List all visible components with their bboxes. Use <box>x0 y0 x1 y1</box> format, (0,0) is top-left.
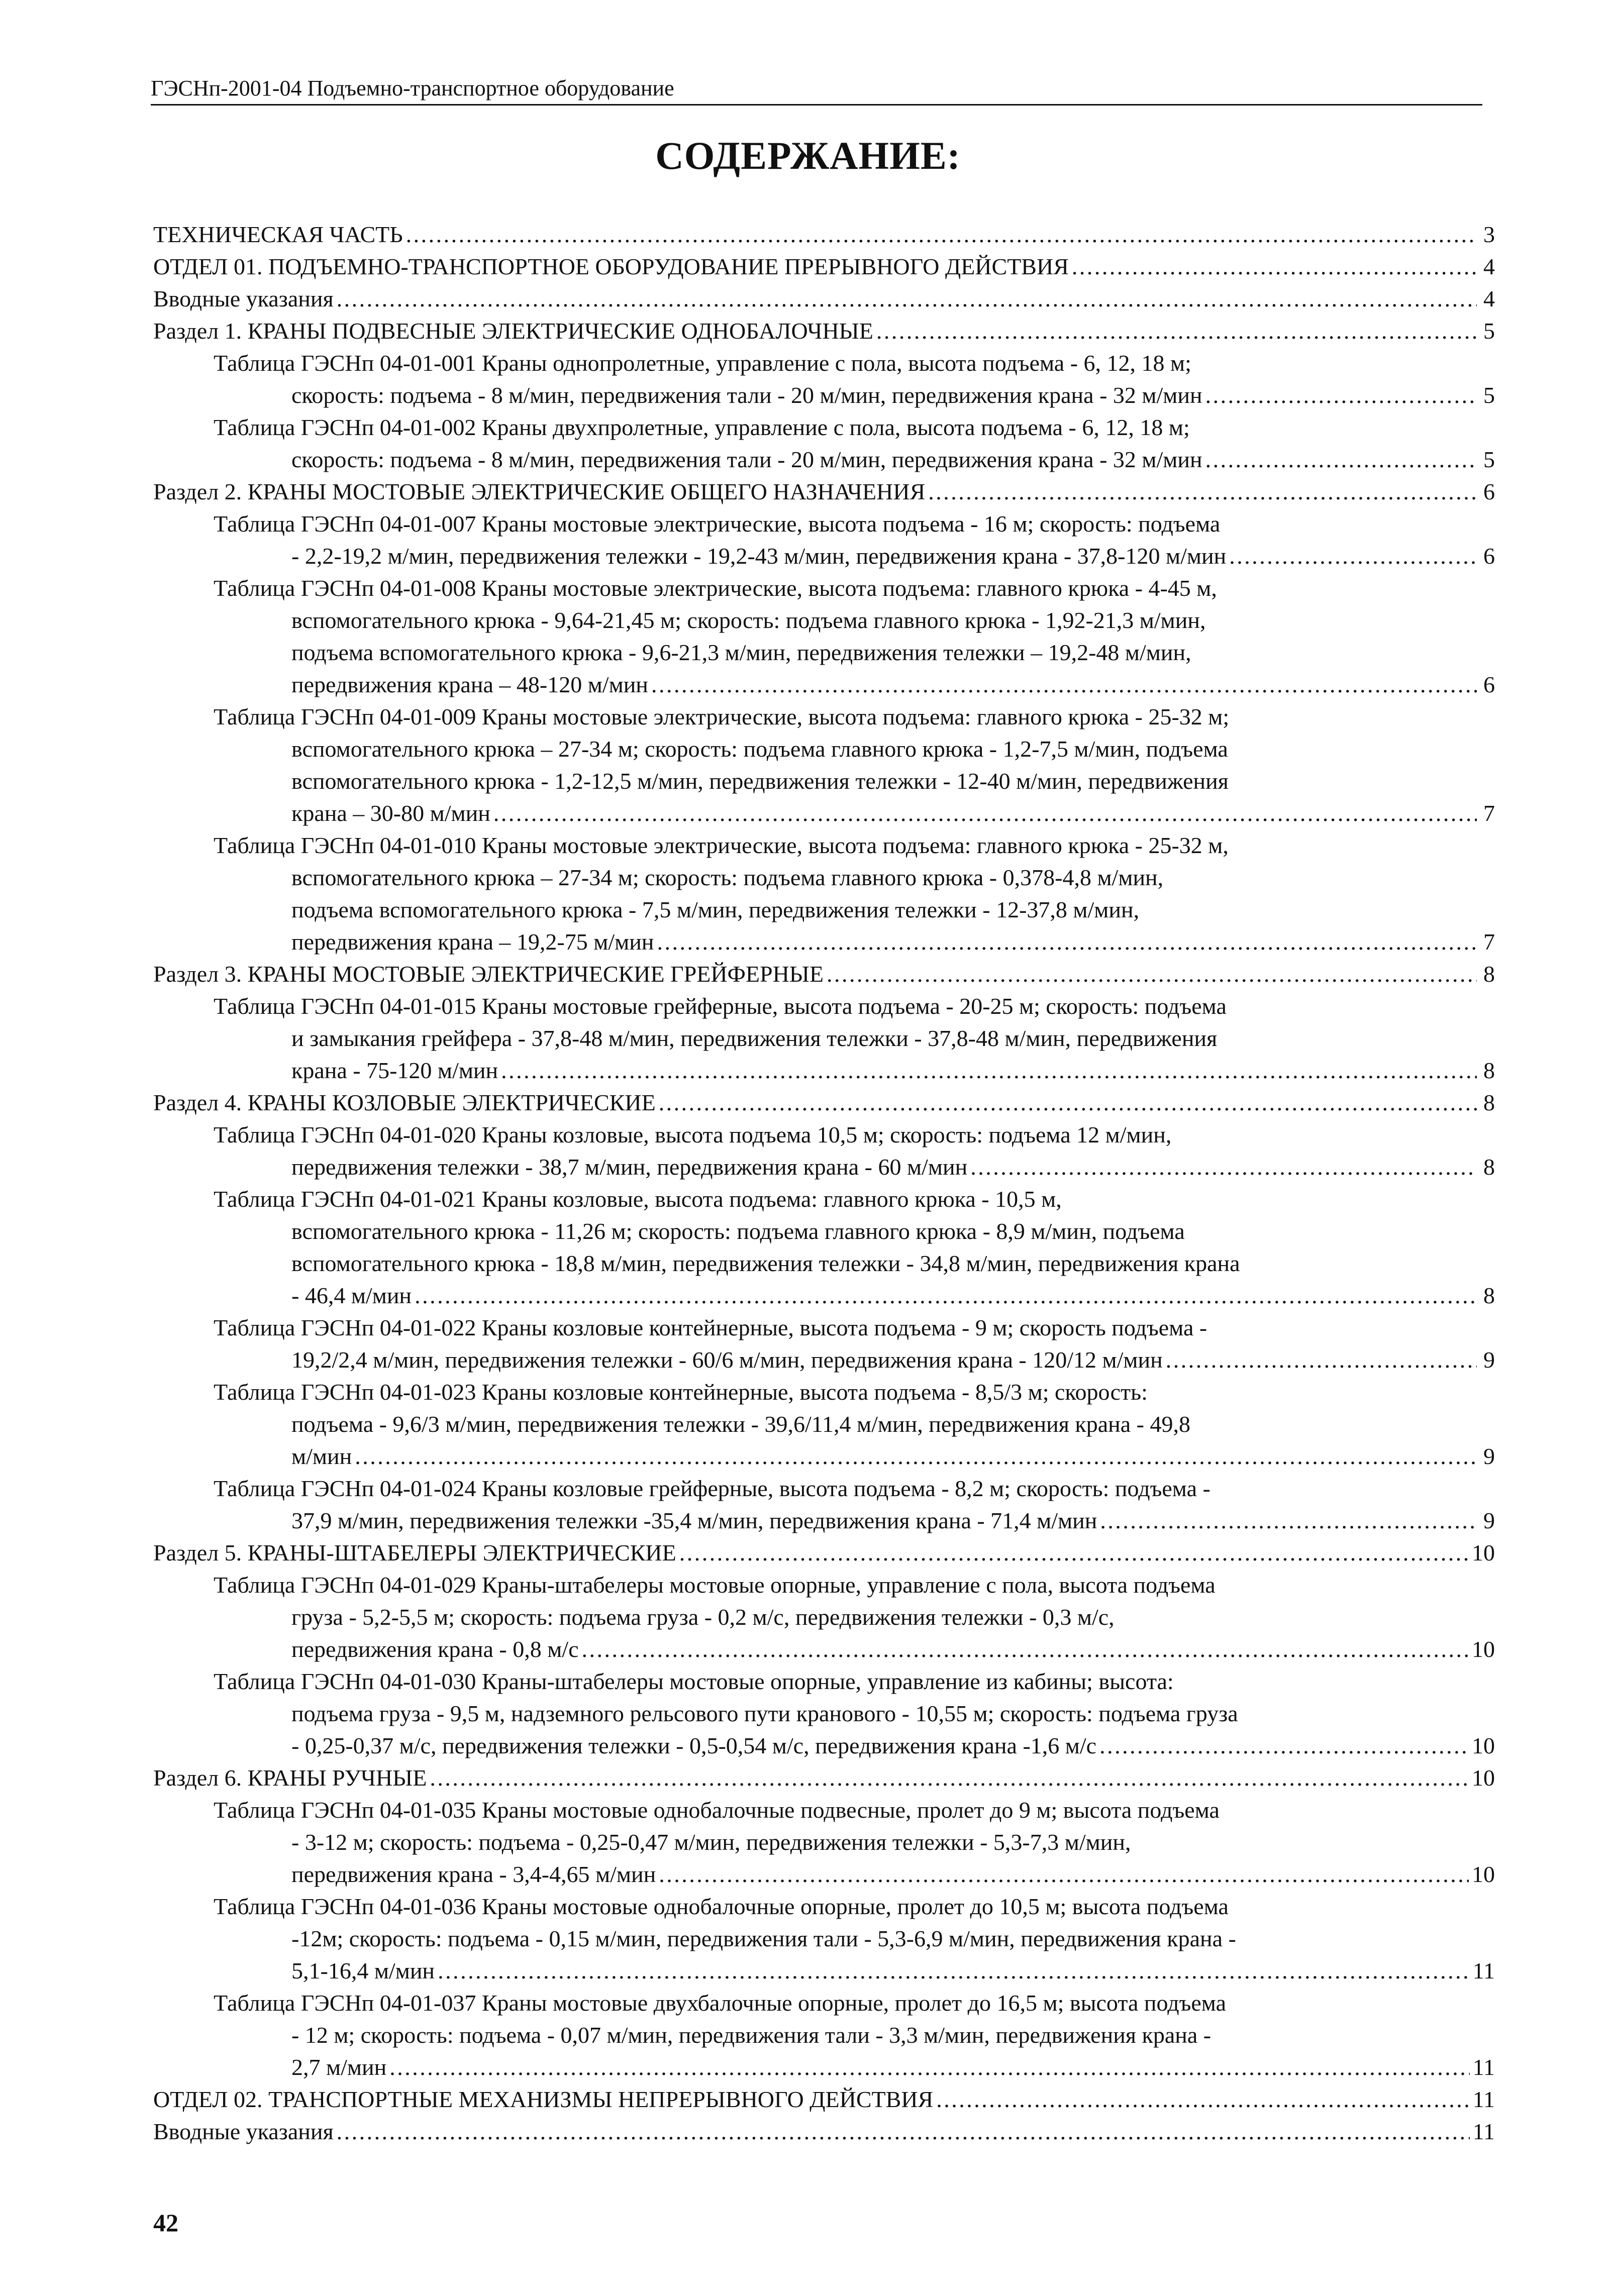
toc-table-entry[interactable] <box>153 1891 1495 1987</box>
toc-entry-text: крана - 75-120 м/мин <box>291 1058 498 1083</box>
toc-entry-text: Раздел 3. КРАНЫ МОСТОВЫЕ ЭЛЕКТРИЧЕСКИЕ ГРЕЙФЕРНЫЕ <box>153 961 824 987</box>
toc-entry-text: Таблица ГЭСНп 04-01-002 Краны двухпролетные, управление с пола, высота подъема - 6, 12, 18 м; <box>214 414 1190 440</box>
toc-entry-text: м/мин <box>291 1443 352 1469</box>
toc-table-entry[interactable] <box>153 1376 1495 1473</box>
dot-leader <box>1072 251 1477 283</box>
toc-table-entry[interactable] <box>153 1183 1495 1312</box>
toc-page-number: 6 <box>1483 543 1495 569</box>
dot-leader <box>936 2083 1469 2116</box>
toc-page-number: 11 <box>1472 2054 1495 2080</box>
toc-page-number: 5 <box>1483 318 1495 344</box>
toc-section-entry[interactable] <box>153 2116 1495 2148</box>
toc-entry-text: Вводные указания <box>153 286 334 311</box>
toc-entry-text: - 46,4 м/мин <box>291 1283 412 1308</box>
toc-page-number: 11 <box>1472 1958 1495 1984</box>
toc-entry-text: вспомогательного крюка – 27-34 м; скорость: подъема главного крюка - 0,378-4,8 м/мин, <box>291 865 1164 890</box>
toc-entry-text: передвижения крана - 3,4-4,65 м/мин <box>291 1861 656 1887</box>
toc-section-entry[interactable] <box>153 219 1495 251</box>
toc-table-entry[interactable] <box>153 990 1495 1087</box>
toc-section-entry[interactable] <box>153 476 1495 508</box>
toc-entry-text: Таблица ГЭСНп 04-01-020 Краны козловые, высота подъема 10,5 м; скорость: подъема 12 м/мин, <box>214 1122 1172 1147</box>
running-header: ГЭСНп-2001-04 Подъемно-транспортное оборудование <box>151 75 1482 106</box>
toc-entry-text: ТЕХНИЧЕСКАЯ ЧАСТЬ <box>153 222 403 247</box>
toc-section-entry[interactable] <box>153 251 1495 283</box>
toc-table-entry[interactable] <box>153 1569 1495 1665</box>
toc-page-number: 5 <box>1483 382 1495 408</box>
dot-leader <box>659 1087 1477 1119</box>
toc-entry-text: Таблица ГЭСНп 04-01-030 Краны-штабелеры мостовые опорные, управление из кабины; высота: <box>214 1668 1174 1694</box>
toc-page-number: 5 <box>1483 447 1495 472</box>
toc-section-entry[interactable] <box>153 1762 1495 1794</box>
toc-entry-text: 2,7 м/мин <box>291 2054 387 2080</box>
toc-entry-text: вспомогательного крюка – 27-34 м; скорость: подъема главного крюка - 1,2-7,5 м/мин, подъема <box>291 736 1228 762</box>
dot-leader <box>1205 444 1477 476</box>
dot-leader <box>659 1858 1469 1891</box>
toc-entry-text: подъема вспомогательного крюка - 9,6-21,3 м/мин, передвижения тележки – 19,2-48 м/мин, <box>291 640 1191 665</box>
dot-leader <box>1229 540 1477 572</box>
toc-entry-text: Раздел 6. КРАНЫ РУЧНЫЕ <box>153 1765 427 1791</box>
dot-leader <box>389 2051 1469 2083</box>
dot-leader <box>582 1633 1469 1665</box>
dot-leader <box>679 1537 1469 1569</box>
toc-entry-text: - 12 м; скорость: подъема - 0,07 м/мин, передвижения тали - 3,3 м/мин, передвижения крана - <box>291 2022 1211 2048</box>
toc-page-number: 4 <box>1483 254 1495 279</box>
toc-entry-text: Раздел 5. КРАНЫ-ШТАБЕЛЕРЫ ЭЛЕКТРИЧЕСКИЕ <box>153 1540 676 1566</box>
toc-page-number: 6 <box>1483 479 1495 504</box>
dot-leader <box>1166 1344 1477 1376</box>
toc-entry-text: Таблица ГЭСНп 04-01-021 Краны козловые, высота подъема: главного крюка - 10,5 м, <box>214 1186 1062 1212</box>
toc-section-entry[interactable] <box>153 283 1495 315</box>
toc-page-number: 8 <box>1483 1283 1495 1308</box>
toc-table-entry[interactable] <box>153 1987 1495 2083</box>
toc-entry-text: Раздел 1. КРАНЫ ПОДВЕСНЫЕ ЭЛЕКТРИЧЕСКИЕ ОДНОБАЛОЧНЫЕ <box>153 318 873 344</box>
table-of-contents <box>153 219 1495 2148</box>
toc-table-entry[interactable] <box>153 347 1495 411</box>
toc-entry-text: Таблица ГЭСНп 04-01-024 Краны козловые грейферные, высота подъема - 8,2 м; скорость: подъема - <box>214 1476 1210 1501</box>
toc-page-number: 8 <box>1483 961 1495 987</box>
toc-page-number: 9 <box>1483 1508 1495 1533</box>
toc-entry-text: Таблица ГЭСНп 04-01-007 Краны мостовые электрические, высота подъема - 16 м; скорость: подъема <box>214 511 1221 537</box>
toc-entry-text: Раздел 4. КРАНЫ КОЗЛОВЫЕ ЭЛЕКТРИЧЕСКИЕ <box>153 1090 656 1115</box>
dot-leader <box>493 797 1477 829</box>
toc-entry-text: Таблица ГЭСНп 04-01-009 Краны мостовые электрические, высота подъема: главного крюка - 25-32 м; <box>214 704 1230 729</box>
dot-leader <box>651 669 1477 701</box>
toc-entry-text: - 0,25-0,37 м/с, передвижения тележки - 0,5-0,54 м/с, передвижения крана -1,6 м/с <box>291 1733 1097 1758</box>
toc-entry-text: Таблица ГЭСНп 04-01-001 Краны однопролетные, управление с пола, высота подъема - 6, 12, 18 м; <box>214 350 1191 376</box>
toc-entry-text: Таблица ГЭСНп 04-01-010 Краны мостовые электрические, высота подъема: главного крюка - 25-32 м, <box>214 832 1229 858</box>
dot-leader <box>928 476 1477 508</box>
toc-page-number: 10 <box>1472 1733 1495 1758</box>
toc-entry-text: Таблица ГЭСНп 04-01-037 Краны мостовые двухбалочные опорные, пролет до 16,5 м; высота подъема <box>214 1990 1227 2016</box>
toc-table-entry[interactable] <box>153 1312 1495 1376</box>
page-number: 42 <box>153 2209 178 2237</box>
toc-table-entry[interactable] <box>153 701 1495 829</box>
toc-section-entry[interactable] <box>153 315 1495 347</box>
toc-page-number: 11 <box>1472 2086 1495 2112</box>
toc-entry-text: Раздел 2. КРАНЫ МОСТОВЫЕ ЭЛЕКТРИЧЕСКИЕ ОБЩЕГО НАЗНАЧЕНИЯ <box>153 479 926 504</box>
dot-leader <box>337 2116 1470 2148</box>
toc-entry-text: скорость: подъема - 8 м/мин, передвижения тали - 20 м/мин, передвижения крана - 32 м/мин <box>291 382 1202 408</box>
toc-section-entry[interactable] <box>153 1537 1495 1569</box>
dot-leader <box>430 1762 1469 1794</box>
toc-entry-text: 19,2/2,4 м/мин, передвижения тележки - 60/6 м/мин, передвижения крана - 120/12 м/мин <box>291 1347 1163 1373</box>
toc-entry-text: -12м; скорость: подъема - 0,15 м/мин, передвижения тали - 5,3-6,9 м/мин, передвижения крана - <box>291 1926 1236 1951</box>
toc-page-number: 8 <box>1483 1058 1495 1083</box>
toc-entry-text: Таблица ГЭСНп 04-01-035 Краны мостовые однобалочные подвесные, пролет до 9 м; высота подъема <box>214 1797 1220 1823</box>
toc-entry-text: Таблица ГЭСНп 04-01-008 Краны мостовые электрические, высота подъема: главного крюка - 4-45 м, <box>214 575 1217 601</box>
dot-leader <box>1205 379 1477 411</box>
toc-entry-text: скорость: подъема - 8 м/мин, передвижения тали - 20 м/мин, передвижения крана - 32 м/мин <box>291 447 1202 472</box>
toc-section-entry[interactable] <box>153 2083 1495 2116</box>
dot-leader <box>876 315 1477 347</box>
dot-leader <box>1100 1505 1477 1537</box>
toc-entry-text: подъема груза - 9,5 м, надземного рельсового пути кранового - 10,55 м; скорость: подъема груза <box>291 1701 1238 1726</box>
toc-entry-text: крана – 30-80 м/мин <box>291 800 490 826</box>
toc-page-number: 4 <box>1483 286 1495 311</box>
toc-table-entry[interactable] <box>153 1665 1495 1762</box>
toc-table-entry[interactable] <box>153 572 1495 701</box>
toc-entry-text: передвижения крана - 0,8 м/с <box>291 1636 579 1662</box>
toc-entry-text: подъема вспомогательного крюка - 7,5 м/мин, передвижения тележки - 12-37,8 м/мин, <box>291 897 1140 922</box>
toc-entry-text: - 3-12 м; скорость: подъема - 0,25-0,47 м/мин, передвижения тележки - 5,3-7,3 м/мин, <box>291 1829 1131 1855</box>
toc-entry-text: вспомогательного крюка - 11,26 м; скорость: подъема главного крюка - 8,9 м/мин, подъема <box>291 1218 1185 1244</box>
toc-entry-text: подъема - 9,6/3 м/мин, передвижения тележки - 39,6/11,4 м/мин, передвижения крана - 49,8 <box>291 1411 1190 1437</box>
dot-leader <box>406 219 1477 251</box>
toc-entry-text: 37,9 м/мин, передвижения тележки -35,4 м/мин, передвижения крана - 71,4 м/мин <box>291 1508 1097 1533</box>
dot-leader <box>827 958 1477 990</box>
toc-table-entry[interactable] <box>153 829 1495 958</box>
toc-entry-text: - 2,2-19,2 м/мин, передвижения тележки - 19,2-43 м/мин, передвижения крана - 37,8-120 м/мин <box>291 543 1227 569</box>
toc-entry-text: Таблица ГЭСНп 04-01-022 Краны козловые контейнерные, высота подъема - 9 м; скорость подъема - <box>214 1315 1207 1340</box>
toc-page-number: 10 <box>1472 1540 1495 1566</box>
toc-page-number: 10 <box>1472 1765 1495 1791</box>
toc-page-number: 9 <box>1483 1443 1495 1469</box>
toc-entry-text: и замыкания грейфера - 37,8-48 м/мин, передвижения тележки - 37,8-48 м/мин, передвижения <box>291 1025 1218 1051</box>
toc-entry-text: Таблица ГЭСНп 04-01-015 Краны мостовые грейферные, высота подъема - 20-25 м; скорость: подъема <box>214 993 1227 1019</box>
toc-page-number: 7 <box>1483 800 1495 826</box>
toc-table-entry[interactable] <box>153 508 1495 572</box>
toc-entry-text: Таблица ГЭСНп 04-01-029 Краны-штабелеры мостовые опорные, управление с пола, высота подъема <box>214 1572 1216 1598</box>
toc-page-number: 8 <box>1483 1154 1495 1180</box>
toc-page-number: 8 <box>1483 1090 1495 1115</box>
toc-entry-text: Вводные указания <box>153 2119 334 2144</box>
toc-section-entry[interactable] <box>153 1087 1495 1119</box>
toc-table-entry[interactable] <box>153 411 1495 476</box>
toc-table-entry[interactable] <box>153 1794 1495 1891</box>
toc-entry-text: ОТДЕЛ 01. ПОДЪЕМНО-ТРАНСПОРТНОЕ ОБОРУДОВАНИЕ ПРЕРЫВНОГО ДЕЙСТВИЯ <box>153 254 1069 279</box>
toc-entry-text: передвижения тележки - 38,7 м/мин, передвижения крана - 60 м/мин <box>291 1154 968 1180</box>
toc-page-number: 10 <box>1472 1636 1495 1662</box>
toc-entry-text: груза - 5,2-5,5 м; скорость: подъема груза - 0,2 м/с, передвижения тележки - 0,3 м/с, <box>291 1604 1115 1630</box>
toc-page-number: 7 <box>1483 929 1495 955</box>
page-title: СОДЕРЖАНИЕ: <box>655 134 961 177</box>
toc-table-entry[interactable] <box>153 1119 1495 1183</box>
toc-entry-text: Таблица ГЭСНп 04-01-023 Краны козловые контейнерные, высота подъема - 8,5/3 м; скорость: <box>214 1379 1148 1405</box>
toc-page-number: 9 <box>1483 1347 1495 1373</box>
toc-section-entry[interactable] <box>153 958 1495 990</box>
toc-entry-text: вспомогательного крюка - 1,2-12,5 м/мин, передвижения тележки - 12-40 м/мин, передвижения <box>291 768 1229 794</box>
dot-leader <box>355 1440 1477 1473</box>
dot-leader <box>657 926 1477 958</box>
dot-leader <box>438 1955 1470 1987</box>
toc-entry-text: передвижения крана – 48-120 м/мин <box>291 672 648 697</box>
toc-page-number: 11 <box>1472 2119 1495 2144</box>
toc-entry-text: Таблица ГЭСНп 04-01-036 Краны мостовые однобалочные опорные, пролет до 10,5 м; высота подъема <box>214 1894 1229 1919</box>
dot-leader <box>501 1055 1477 1087</box>
toc-page-number: 3 <box>1483 222 1495 247</box>
toc-entry-text: 5,1-16,4 м/мин <box>291 1958 435 1984</box>
dot-leader <box>1099 1730 1469 1762</box>
toc-entry-text: ОТДЕЛ 02. ТРАНСПОРТНЫЕ МЕХАНИЗМЫ НЕПРЕРЫВНОГО ДЕЙСТВИЯ <box>153 2086 934 2112</box>
toc-entry-text: вспомогательного крюка - 18,8 м/мин, передвижения тележки - 34,8 м/мин, передвижения крана <box>291 1250 1240 1276</box>
dot-leader <box>970 1151 1477 1183</box>
dot-leader <box>415 1280 1477 1312</box>
toc-entry-text: передвижения крана – 19,2-75 м/мин <box>291 929 654 955</box>
toc-page-number: 10 <box>1472 1861 1495 1887</box>
toc-page-number: 6 <box>1483 672 1495 697</box>
toc-entry-text: вспомогательного крюка - 9,64-21,45 м; скорость: подъема главного крюка - 1,92-21,3 м/мин, <box>291 607 1206 633</box>
dot-leader <box>337 283 1477 315</box>
toc-table-entry[interactable] <box>153 1473 1495 1537</box>
